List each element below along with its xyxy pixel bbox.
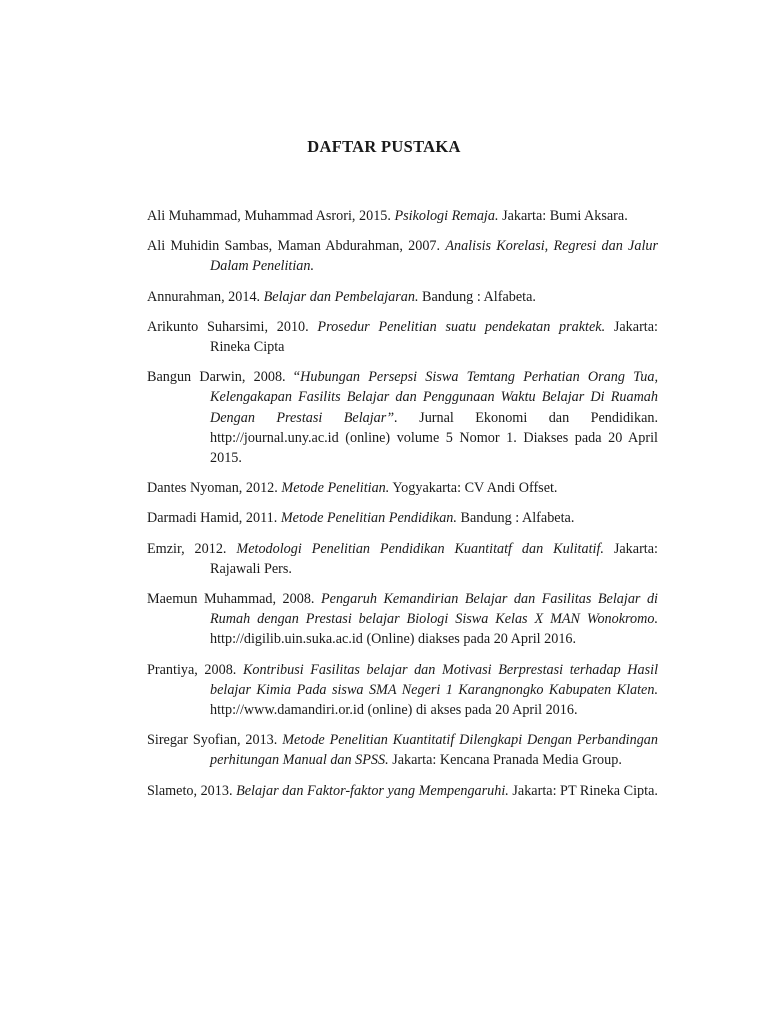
reference-author-year: Siregar Syofian, 2013. — [147, 732, 283, 749]
reference-title: Prosedur Penelitian suatu pendekatan praktek. — [317, 318, 606, 335]
reference-author-year: Arikunto Suharsimi, 2010. — [147, 318, 318, 335]
reference-entry — [147, 660, 658, 721]
reference-author-year: Maemun Muhammad, 2008. — [147, 591, 321, 608]
reference-list — [147, 206, 658, 811]
reference-entry — [147, 589, 658, 650]
reference-publisher: Jurnal Ekonomi dan Pendidikan. http://journal.uny.ac.id (online) volume 5 Nomor 1. Diakses pada 20 April 2015. — [210, 409, 659, 467]
reference-entry — [147, 781, 658, 801]
reference-title: Metode Penelitian Kuantitatif Dilengkapi Dengan Perbandingan perhitungan Manual dan SPSS. — [210, 732, 658, 769]
reference-title: Metode Penelitian. — [281, 480, 390, 497]
reference-title: Metodologi Penelitian Pendidikan Kuantitatf dan Kulitatif. — [236, 540, 604, 557]
reference-publisher: Bandung : Alfabeta. — [456, 510, 575, 527]
reference-entry — [147, 367, 658, 468]
reference-author-year: Dantes Nyoman, 2012. — [147, 480, 282, 497]
reference-title: Analisis Korelasi, Regresi dan Jalur Dalam Penelitian. — [210, 238, 659, 275]
reference-author-year: Prantiya, 2008. — [147, 661, 243, 678]
page-title: DAFTAR PUSTAKA — [307, 137, 461, 156]
reference-publisher: Jakarta: Bumi Aksara. — [498, 208, 628, 224]
reference-entry — [147, 206, 658, 226]
reference-publisher: Jakarta: Rajawali Pers. — [210, 540, 658, 577]
reference-author-year: Bangun Darwin, 2008. “ — [147, 369, 301, 386]
reference-title: Hubungan Persepsi Siswa Temtang Perhatian Orang Tua, Kelengakapan Fasilits Belajar dan Penggunaan Waktu Belajar Di Ruamah Dengan Prestasi Belajar”. — [210, 369, 659, 426]
reference-entry — [147, 287, 658, 307]
reference-title: Psikologi Remaja. — [394, 208, 499, 224]
reference-publisher: Yogyakarta: CV Andi Offset. — [389, 480, 558, 497]
reference-title: Belajar dan Faktor-faktor yang Mempengaruhi. — [236, 782, 509, 799]
reference-title: Pengaruh Kemandirian Belajar dan Fasilitas Belajar di Rumah dengan Prestasi belajar Biologi Siswa Kelas X MAN Wonokromo. — [210, 591, 658, 628]
reference-title: Belajar dan Pembelajaran. — [263, 288, 419, 305]
reference-author-year: Darmadi Hamid, 2011. — [147, 510, 281, 527]
reference-publisher: Bandung : Alfabeta. — [418, 288, 536, 305]
reference-author-year: Annurahman, 2014. — [147, 288, 264, 305]
reference-title: Metode Penelitian Pendidikan. — [280, 510, 457, 527]
reference-publisher: Jakarta: Kencana Pranada Media Group. — [388, 752, 622, 769]
reference-title: Kontribusi Fasilitas belajar dan Motivasi Berprestasi terhadap Hasil belajar Kimia Pada siswa SMA Negeri 1 Karangnongko Kabupaten Klaten. — [210, 661, 659, 698]
reference-publisher: Jakarta: PT Rineka Cipta. — [508, 782, 658, 799]
reference-entry — [147, 508, 658, 528]
reference-publisher: Jakarta: Rineka Cipta — [210, 318, 658, 356]
reference-author-year: Ali Muhammad, Muhammad Asrori, 2015. — [147, 208, 395, 224]
reference-entry — [147, 730, 658, 770]
reference-entry — [147, 236, 658, 276]
reference-entry — [147, 317, 658, 357]
reference-entry — [147, 478, 658, 498]
reference-entry — [147, 539, 658, 579]
reference-author-year: Slameto, 2013. — [147, 782, 237, 799]
reference-publisher: http://digilib.uin.suka.ac.id (Online) diakses pada 20 April 2016. — [210, 631, 577, 648]
reference-author-year: Emzir, 2012. — [147, 540, 237, 557]
reference-author-year: Ali Muhidin Sambas, Maman Abdurahman, 2007. — [147, 238, 446, 255]
reference-publisher: http://www.damandiri.or.id (online) di akses pada 20 April 2016. — [210, 702, 578, 719]
